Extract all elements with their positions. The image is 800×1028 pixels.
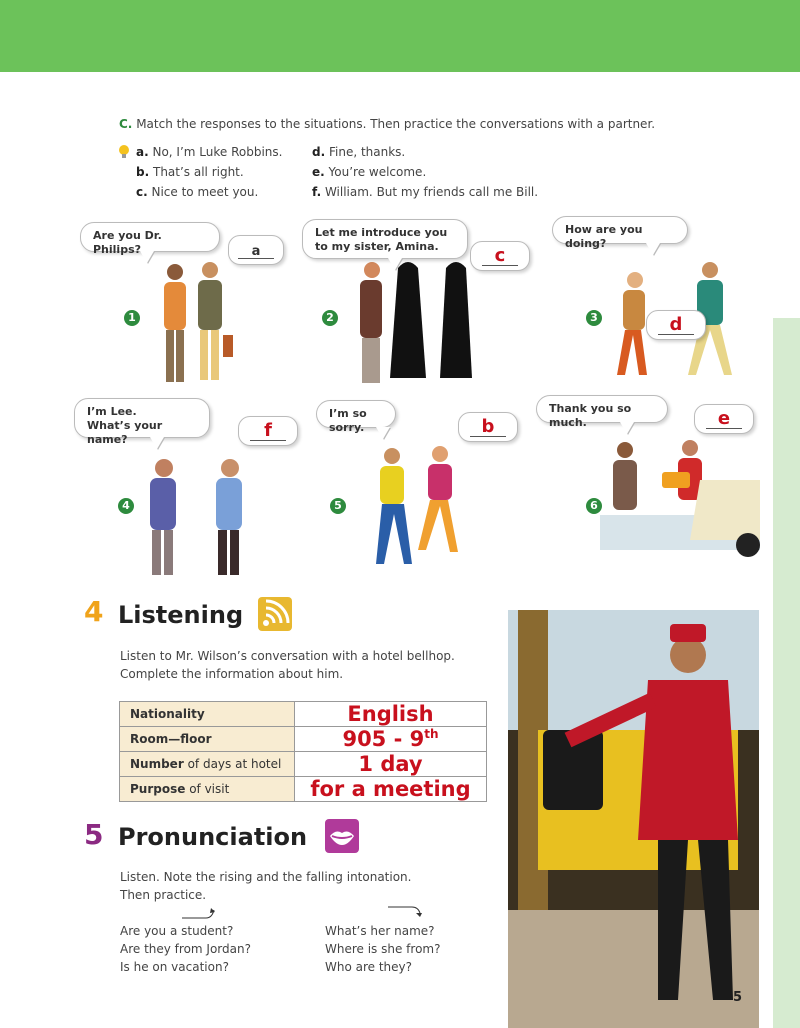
row-label: Number of days at hotel	[120, 752, 295, 777]
falling-examples	[325, 922, 440, 976]
options-col-2	[312, 142, 538, 202]
list-item: Who are they?	[325, 960, 413, 974]
speech-bubble-1	[80, 222, 220, 256]
listening-instruction	[120, 647, 455, 683]
scene-4-people	[150, 459, 242, 575]
speech-bubble-5	[316, 400, 396, 434]
bubble-tail	[376, 427, 390, 439]
row-value: 1 day	[295, 752, 487, 777]
table-row	[120, 727, 487, 752]
falling-intonation-arrow-icon	[386, 904, 422, 918]
list-item: Are you a student?	[120, 924, 234, 938]
list-item: Where is she from?	[325, 942, 441, 956]
instruction-line-1: Listen to Mr. Wilson’s conversation with a hotel bellhop.	[120, 649, 455, 663]
list-item: Are they from Jordan?	[120, 942, 251, 956]
rising-examples	[120, 922, 251, 976]
option-f: f. William. But my friends call me Bill.	[312, 185, 539, 199]
instruction-line-2: Then practice.	[120, 888, 207, 902]
answer-text: e	[706, 410, 742, 429]
speech-text: Are you Dr. Philips?	[93, 229, 162, 256]
situation-number-5: 5	[330, 498, 346, 514]
lips-icon[interactable]	[325, 819, 359, 857]
list-item: What’s her name?	[325, 924, 435, 938]
lightbulb-icon	[118, 144, 130, 164]
section-title-listening: Listening	[118, 601, 244, 629]
answer-bubble-2	[470, 241, 530, 271]
section-title-pronunciation: Pronunciation	[118, 823, 308, 851]
listening-info-table	[119, 701, 487, 802]
row-label: Purpose of visit	[120, 777, 295, 802]
speech-text-line-1: Let me introduce you	[315, 226, 448, 239]
table-row	[120, 752, 487, 777]
scene-5-people	[376, 446, 458, 564]
scene-1-people	[164, 262, 233, 382]
answer-bubble-1	[228, 235, 284, 265]
answer-bubble-6	[694, 404, 754, 434]
section-number-5: 5	[84, 818, 104, 851]
answer-text: c	[482, 247, 518, 266]
audio-icon[interactable]	[258, 597, 292, 635]
row-label: Nationality	[120, 702, 295, 727]
scene-6-people	[600, 440, 760, 557]
speech-text: How are you doing?	[565, 223, 643, 250]
rising-intonation-arrow-icon	[180, 906, 216, 920]
speech-text: I’m so sorry.	[329, 407, 367, 434]
table-row	[120, 702, 487, 727]
speech-text-line-2: What’s your name?	[87, 419, 163, 446]
speech-text-line-1: I’m Lee.	[87, 405, 137, 418]
instruction-text: Match the responses to the situations. Then practice the conversations with a partner.	[136, 117, 656, 131]
answer-text: d	[658, 316, 694, 335]
option-a: a. No, I’m Luke Robbins.	[136, 145, 283, 159]
exercise-c-instruction	[119, 117, 655, 131]
instruction-line-2: Complete the information about him.	[120, 667, 344, 681]
bellhop-photo	[508, 610, 759, 1028]
option-e: e. You’re welcome.	[312, 165, 427, 179]
scene-2-people	[360, 262, 472, 383]
side-tab-band	[773, 318, 800, 1028]
situation-number-3: 3	[586, 310, 602, 326]
speech-text: Thank you so much.	[549, 402, 632, 429]
option-b: b. That’s all right.	[136, 165, 244, 179]
bubble-tail	[620, 422, 634, 434]
bubble-tail	[150, 437, 164, 449]
answer-text: f	[250, 422, 286, 441]
situations-illustration	[80, 210, 770, 580]
row-value: 905 - 9th	[295, 727, 487, 752]
situation-number-6: 6	[586, 498, 602, 514]
option-d: d. Fine, thanks.	[312, 145, 406, 159]
bubble-tail	[646, 243, 660, 255]
situation-number-4: 4	[118, 498, 134, 514]
option-c: c. Nice to meet you.	[136, 185, 259, 199]
exercise-letter: C.	[119, 117, 133, 131]
row-value: English	[295, 702, 487, 727]
instruction-line-1: Listen. Note the rising and the falling intonation.	[120, 870, 412, 884]
answer-bubble-4	[238, 416, 298, 446]
situation-number-2: 2	[322, 310, 338, 326]
bubble-tail	[140, 251, 154, 263]
answer-bubble-3	[646, 310, 706, 340]
speech-text-line-2: to my sister, Amina.	[315, 240, 439, 253]
bubble-tail	[388, 258, 402, 270]
options-col-1	[136, 142, 282, 202]
answer-text: b	[470, 418, 506, 437]
row-label: Room—floor	[120, 727, 295, 752]
page-number: 5	[733, 990, 743, 1005]
section-number-4: 4	[84, 595, 104, 628]
speech-bubble-3	[552, 216, 688, 250]
row-value: for a meeting	[295, 777, 487, 802]
speech-bubble-6	[536, 395, 668, 429]
answer-text: a	[238, 245, 274, 259]
header-band	[0, 0, 800, 72]
speech-bubble-4	[74, 398, 210, 446]
pronunciation-instruction	[120, 868, 411, 904]
table-row	[120, 777, 487, 802]
answer-bubble-5	[458, 412, 518, 442]
speech-bubble-2	[302, 219, 468, 259]
situation-number-1: 1	[124, 310, 140, 326]
list-item: Is he on vacation?	[120, 960, 229, 974]
